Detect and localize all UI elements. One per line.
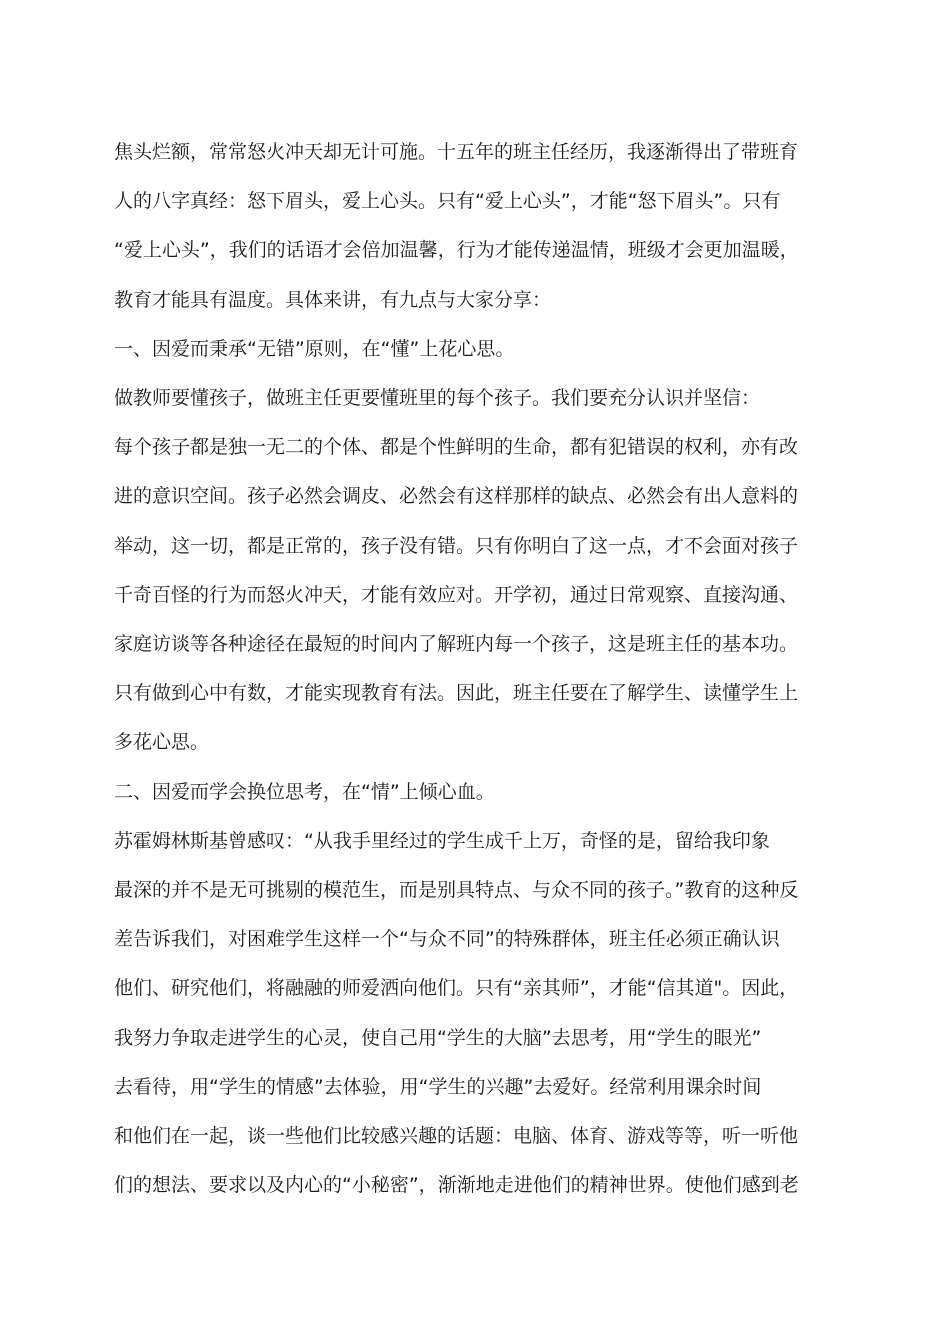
text-line: 他们、研究他们，将融融的师爱洒向他们。只有“亲其师”，才能“信其道"。因此， bbox=[114, 977, 799, 1000]
text-line: 最深的并不是无可挑剔的模范生，而是别具特点、与众不同的孩子。”教育的这种反 bbox=[114, 879, 799, 902]
text-line: 举动，这一切，都是正常的，孩子没有错。只有你明白了这一点，才不会面对孩子 bbox=[114, 534, 799, 557]
text-line: 做教师要懂孩子，做班主任更要懂班里的每个孩子。我们要充分认识并坚信： bbox=[114, 387, 761, 410]
text-line: 和他们在一起，谈一些他们比较感兴趣的话题：电脑、体育、游戏等等，听一听他 bbox=[114, 1125, 799, 1148]
body-text bbox=[114, 128, 834, 1210]
text-line: 多花心思。 bbox=[114, 731, 210, 754]
section-heading-2: 二、因爱而学会换位思考，在“情”上倾心血。 bbox=[114, 780, 495, 803]
text-line: 我努力争取走进学生的心灵，使自己用“学生的大脑”去思考，用“学生的眼光” bbox=[114, 1026, 762, 1049]
text-line: 们的想法、要求以及内心的“小秘密”，渐渐地走进他们的精神世界。使他们感到老 bbox=[114, 1174, 799, 1197]
text-line: 进的意识空间。孩子必然会调皮、必然会有这样那样的缺点、必然会有出人意料的 bbox=[114, 485, 799, 508]
text-line: “爱上心头”，我们的话语才会倍加温馨，行为才能传递温情，班级才会更加温暖， bbox=[114, 239, 799, 262]
text-line: 只有做到心中有数，才能实现教育有法。因此，班主任要在了解学生、读懂学生上 bbox=[114, 682, 799, 705]
text-line: 苏霍姆林斯基曾感叹：“从我手里经过的学生成千上万，奇怪的是，留给我印象 bbox=[114, 829, 770, 852]
text-line: 每个孩子都是独一无二的个体、都是个性鲜明的生命，都有犯错误的权利，亦有改 bbox=[114, 436, 799, 459]
text-line: 家庭访谈等各种途径在最短的时间内了解班内每一个孩子，这是班主任的基本功。 bbox=[114, 633, 799, 656]
text-line: 差告诉我们，对困难学生这样一个“与众不同”的特殊群体，班主任必须正确认识 bbox=[114, 928, 780, 951]
text-line: 焦头烂额，常常怒火冲天却无计可施。十五年的班主任经历，我逐渐得出了带班育 bbox=[114, 141, 799, 163]
text-line: 千奇百怪的行为而怒火冲天，才能有效应对。开学初，通过日常观察、直接沟通、 bbox=[114, 583, 799, 606]
text-line: 去看待，用“学生的情感”去体验，用“学生的兴趣”去爱好。经常利用课余时间 bbox=[114, 1075, 762, 1098]
section-heading-1: 一、因爱而秉承“无错”原则，在“懂”上花心思。 bbox=[114, 337, 515, 360]
text-line: 人的八字真经：怒下眉头，爱上心头。只有“爱上心头”，才能“怒下眉头”。只有 bbox=[114, 190, 781, 213]
text-line: 教育才能具有温度。具体来讲，有九点与大家分享： bbox=[114, 288, 552, 311]
